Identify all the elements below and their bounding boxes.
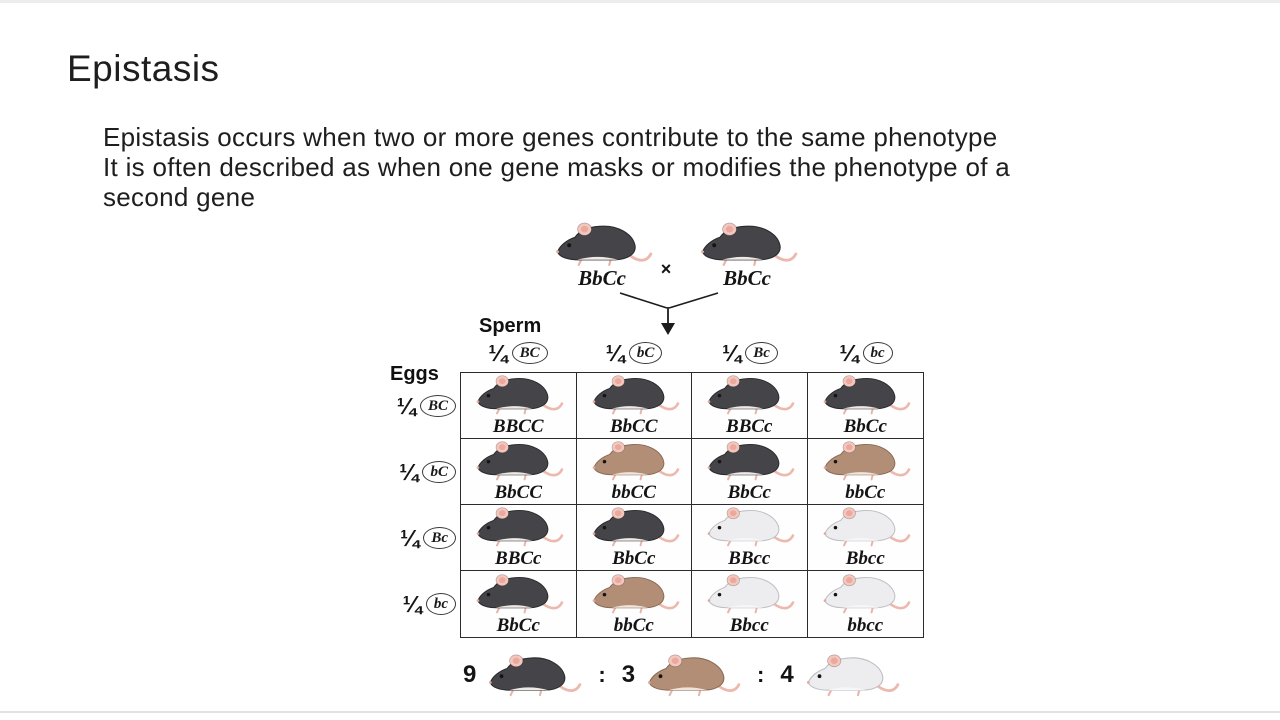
punnett-cell — [808, 571, 924, 637]
fraction-label: ¼ — [399, 458, 419, 485]
slide-body-text — [103, 122, 1010, 212]
punnett-cell — [577, 373, 693, 439]
gamete-oval: bc — [426, 593, 456, 615]
fraction-label: ¼ — [605, 339, 625, 366]
genotype-label: bbCc — [845, 482, 886, 503]
black-mouse-icon — [471, 374, 565, 416]
punnett-grid — [460, 372, 924, 638]
genotype-label: BBCc — [726, 416, 773, 437]
punnett-cell — [692, 505, 808, 571]
ratio-count: 9 — [463, 661, 477, 688]
genotype-label: Bbcc — [845, 548, 885, 569]
slide-title: Epistasis — [67, 48, 220, 89]
white-mouse-icon — [702, 506, 796, 548]
parent-mouse-1 — [551, 221, 653, 268]
ratio-separator: : — [757, 662, 765, 687]
punnett-cell — [577, 571, 693, 637]
sperm-label: Sperm — [479, 315, 542, 337]
parent-mouse-icon — [696, 221, 798, 268]
gamete-oval: BC — [512, 342, 548, 364]
body-text-line: second gene — [103, 182, 256, 212]
parent-mouse-icon — [551, 221, 653, 268]
brown-mouse-icon — [587, 440, 681, 482]
black-mouse-icon — [702, 374, 796, 416]
genotype-label: BBCc — [495, 548, 542, 569]
punnett-cell — [461, 439, 577, 505]
egg-gamete-header — [374, 373, 458, 439]
punnett-cell — [692, 373, 808, 439]
punnett-cell — [692, 571, 808, 637]
fraction-label: ¼ — [488, 339, 508, 366]
ratio-count: 4 — [780, 661, 794, 688]
black-mouse-icon — [484, 653, 582, 698]
genotype-label: BbCC — [494, 482, 543, 503]
fraction-label: ¼ — [396, 392, 416, 419]
fraction-label: ¼ — [839, 339, 859, 366]
sperm-gamete-header — [808, 338, 924, 368]
egg-gamete-header — [374, 439, 458, 505]
sperm-gamete-headers — [460, 338, 924, 368]
brown-mouse-icon — [587, 573, 681, 615]
genotype-label: Bbcc — [729, 615, 769, 636]
genotype-label: BbCc — [612, 548, 656, 569]
genotype-label: BBCC — [492, 416, 544, 437]
punnett-cell — [808, 505, 924, 571]
black-mouse-icon — [587, 374, 681, 416]
genotype-label: BBcc — [728, 548, 771, 569]
black-mouse-icon — [471, 506, 565, 548]
white-mouse-icon — [702, 573, 796, 615]
genotype-label: BbCc — [496, 615, 540, 636]
punnett-cell — [461, 373, 577, 439]
black-mouse-icon — [471, 573, 565, 615]
bottom-frame-line — [0, 711, 1280, 713]
fraction-label: ¼ — [400, 524, 420, 551]
sperm-gamete-header — [692, 338, 808, 368]
brown-mouse-icon — [643, 653, 741, 698]
gamete-oval: bC — [629, 342, 663, 364]
ratio-separator: : — [598, 662, 606, 687]
brown-mouse-icon — [818, 440, 912, 482]
white-mouse-icon — [818, 506, 912, 548]
phenotype-ratio-strip — [463, 647, 933, 703]
black-mouse-icon — [587, 506, 681, 548]
punnett-cell — [577, 439, 693, 505]
black-mouse-icon — [818, 374, 912, 416]
punnett-cell — [808, 373, 924, 439]
sperm-gamete-header — [576, 338, 692, 368]
black-mouse-icon — [471, 440, 565, 482]
fraction-label: ¼ — [722, 339, 742, 366]
genotype-label: bbCc — [613, 615, 654, 636]
genotype-label: BbCc — [843, 416, 887, 437]
fraction-label: ¼ — [402, 590, 422, 617]
white-mouse-icon — [802, 653, 900, 698]
body-text-line: Epistasis occurs when two or more genes contribute to the same phenotype — [103, 122, 998, 152]
egg-gamete-headers — [374, 373, 458, 637]
cross-arrow — [540, 288, 800, 340]
genotype-label: BbCC — [609, 416, 658, 437]
genotype-label: bbcc — [847, 615, 884, 636]
cross-symbol: × — [660, 259, 672, 279]
punnett-cell — [692, 439, 808, 505]
gamete-oval: bC — [422, 461, 456, 483]
black-mouse-icon — [702, 440, 796, 482]
punnett-cell — [461, 505, 577, 571]
ratio-count: 3 — [621, 661, 636, 688]
genotype-label: bbCC — [611, 482, 656, 503]
punnett-cell — [577, 505, 693, 571]
top-frame-line — [0, 0, 1280, 3]
punnett-cell — [808, 439, 924, 505]
gamete-oval: BC — [420, 395, 456, 417]
gamete-oval: Bc — [423, 527, 456, 549]
gamete-oval: bc — [863, 342, 893, 364]
parent-mouse-2 — [696, 221, 798, 268]
punnett-cell — [461, 571, 577, 637]
gamete-oval: Bc — [745, 342, 778, 364]
body-text-line: It is often described as when one gene masks or modifies the phenotype of a — [103, 152, 1011, 182]
sperm-gamete-header — [460, 338, 576, 368]
egg-gamete-header — [374, 571, 458, 637]
egg-gamete-header — [374, 505, 458, 571]
parent-genotype-label: BbCc — [723, 266, 771, 290]
parent-genotype-label: BbCc — [578, 266, 626, 290]
eggs-label: Eggs — [390, 363, 439, 385]
white-mouse-icon — [818, 573, 912, 615]
genotype-label: BbCc — [727, 482, 771, 503]
